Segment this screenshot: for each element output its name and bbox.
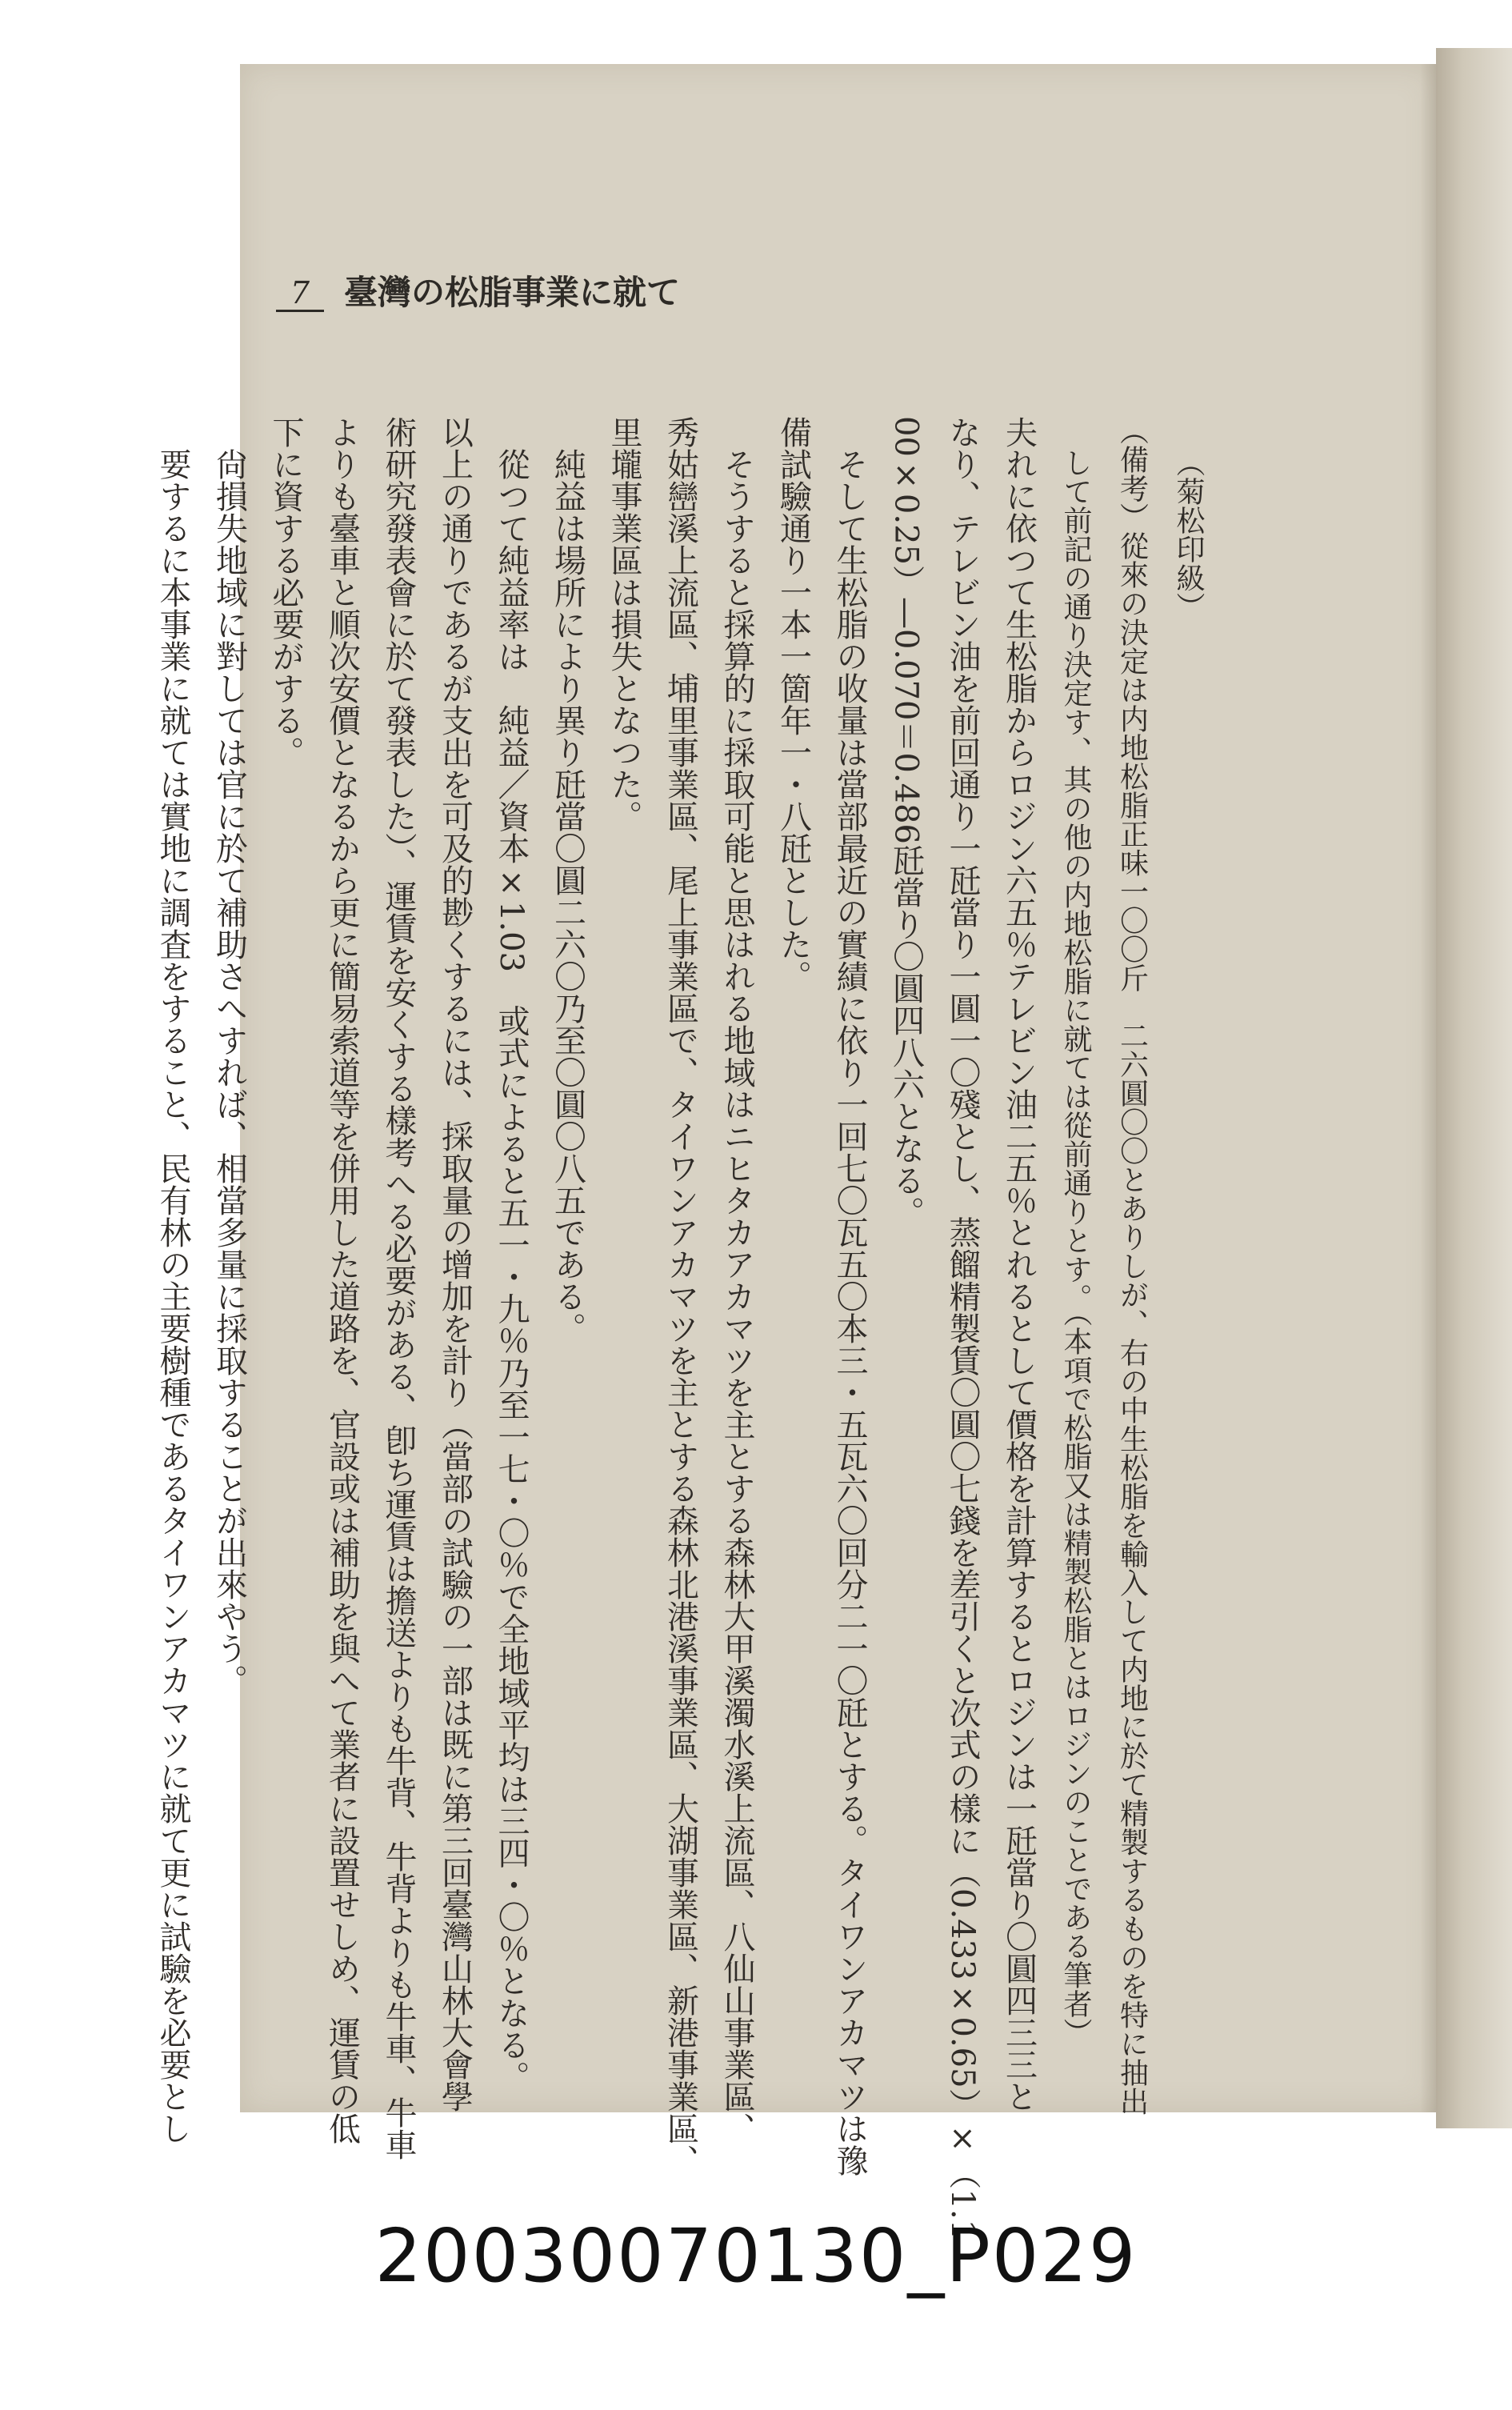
text-line: そして生松脂の收量は當部最近の實績に依り一回七〇瓦五〇本三・五瓦六〇回分二一〇瓩とする。タイワンアカマツは豫 [831, 448, 868, 2176]
text-line: （菊松印級） [1172, 448, 1205, 621]
text-line: 術研究發表會に於て發表した）、運賃を安くする樣考へる必要がある、卽ち運賃は擔送よりも牛背、牛背よりも牛車、牛車 [380, 416, 417, 2160]
text-line: よりも臺車と順次安價となるから更に簡易索道等を併用した道路を、官設或は補助を與へて業者に設置せしめ、運賃の低 [323, 416, 361, 2144]
text-line: （備考）從來の決定は内地松脂正味一〇〇斤 二六圓〇〇とありしが、右の中生松脂を輸入して内地に於て精製するものを特に抽出 [1115, 416, 1149, 2116]
text-line: なり、テレビン油を前回通り一瓩當り一圓一〇殘とし、蒸餾精製賃〇圓〇七錢を差引くと次式の樣に（0.433×0.65）×（1.1 [944, 416, 981, 2240]
text-line: 下に資する必要がする。 [267, 416, 304, 768]
text-line: 00×0.25）—0.070＝0.486瓩當り〇圓四八六となる。 [887, 416, 925, 1228]
text-line: 夫れに依つて生松脂からロジン六五％テレビン油二五％とれるとして價格を計算するとロジンは一瓩當り〇圓四三三と [1000, 416, 1038, 2112]
text-line: 要するに本事業に就ては實地に調査をすること、民有林の主要樹種であるタイワンアカマツに就て更に試驗を必要とし [154, 448, 191, 2144]
running-title: 臺灣の松脂事業に就て [344, 273, 681, 312]
text-line: 秀姑巒溪上流區、埔里事業區、尾上事業區で、タイワンアカマツを主とする森林北港溪事業區、大湖事業區、新港事業區、 [662, 416, 699, 2176]
vertical-text-block [154, 416, 1216, 2240]
text-line: 尙損失地域に對しては官に於て補助さへすれば、相當多量に採取することが出來やう。 [210, 448, 248, 1696]
text-line: 備試驗通り一本一箇年一・八瓩とした。 [774, 416, 812, 992]
page-number: 7 [276, 276, 324, 312]
book-gutter [1436, 48, 1512, 2128]
text-line: そうすると採算的に採取可能と思はれる地域はニヒタカアカマツを主とする森林大甲溪濁水溪上流區、八仙山事業區、 [718, 448, 755, 2144]
text-line: 純益は場所により異り瓩當〇圓二六〇乃至〇圓〇八五である。 [549, 448, 586, 1344]
image-id-caption: 20030070130_P029 [374, 2213, 1138, 2299]
text-line: 以上の通りであるが支出を可及的尠くするには、採取量の增加を計り（當部の試驗の一部は既に第三回臺灣山林大會學 [436, 416, 474, 2112]
text-line: して前記の通り決定す、其の他の内地松脂に就ては從前通りとす。（本項で松脂又は精製松脂とはロジンのことである筆者） [1059, 448, 1092, 2047]
text-line: 里壠事業區は損失となつた。 [606, 416, 642, 832]
text-line: 從つて純益率は 純益／資本×1.03 或式によると五一・九％乃至一七・〇％で全地域平均は三四・〇％となる。 [493, 448, 530, 2093]
